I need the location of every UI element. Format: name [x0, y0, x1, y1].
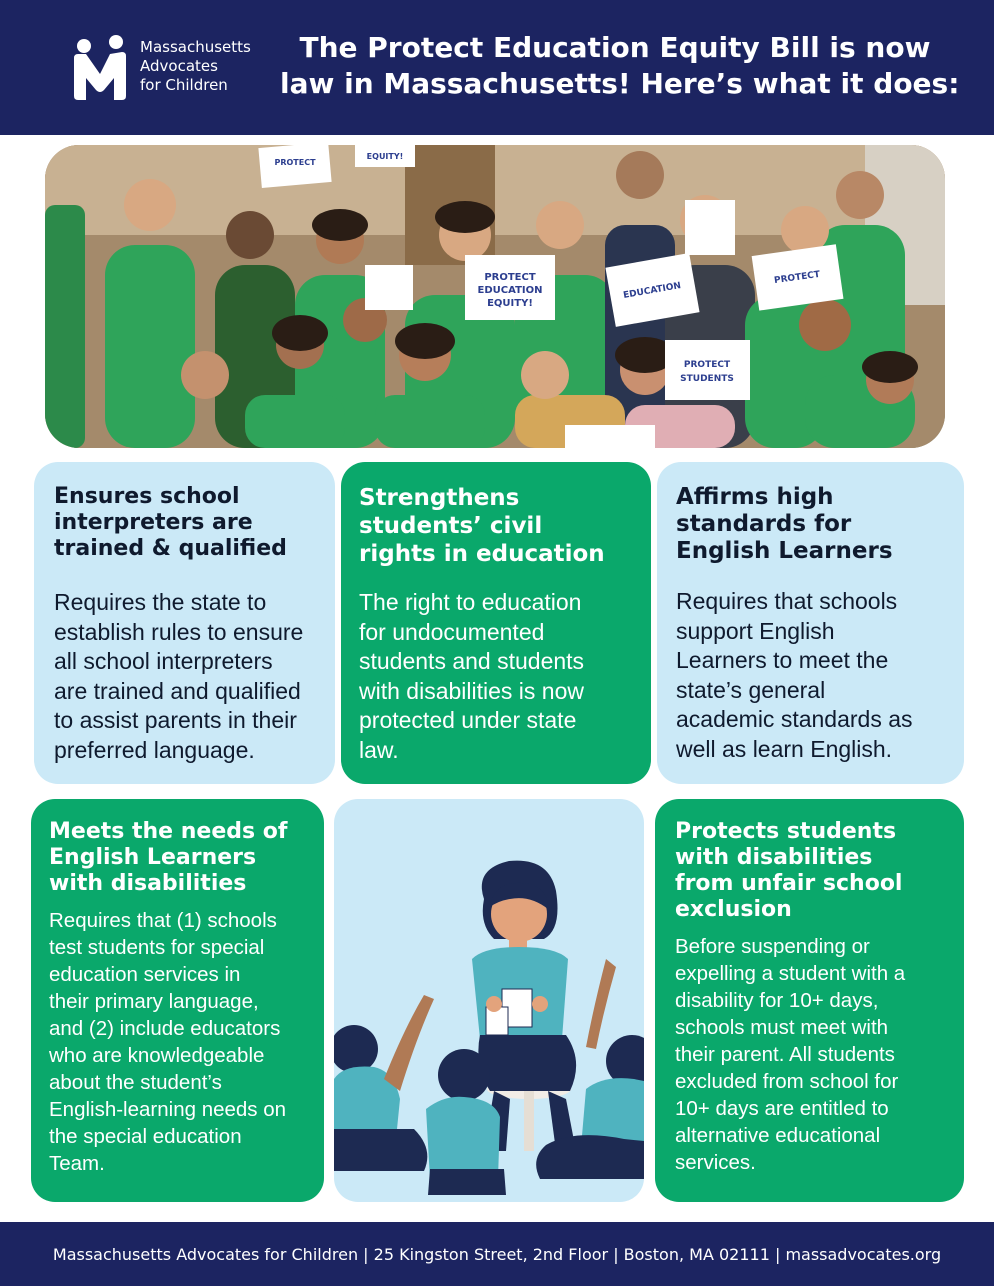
- card-body-line: support English: [676, 617, 835, 644]
- card-body-line: services.: [675, 1151, 756, 1174]
- card-body: [49, 907, 324, 1177]
- card-title-line: Protects students: [675, 819, 897, 844]
- card-title-line: Ensures school: [54, 484, 240, 509]
- card-body-line: excluded from school for: [675, 1070, 899, 1093]
- card-body-line: their primary language,: [49, 990, 259, 1013]
- classroom-illustration: [334, 799, 644, 1202]
- header-banner: [0, 0, 994, 135]
- card-el-disabilities: [31, 799, 324, 1202]
- card-title-line: rights in education: [359, 541, 605, 567]
- card-civil-rights: [341, 462, 651, 784]
- card-unfair-exclusion: [655, 799, 964, 1202]
- card-body-line: for undocumented: [359, 618, 545, 645]
- card-title-line: interpreters are: [54, 510, 253, 535]
- card-body-line: alternative educational: [675, 1124, 881, 1147]
- card-body-line: 10+ days are entitled to: [675, 1097, 889, 1120]
- advocates-group-image: [45, 145, 945, 448]
- sign-text: PROTECT: [773, 269, 821, 287]
- sign-text: STUDENTS: [680, 374, 734, 384]
- card-title: [54, 484, 335, 562]
- card-body-line: Requires that (1) schools: [49, 909, 277, 932]
- card-body-line: Learners to meet the: [676, 647, 889, 673]
- mac-logo-icon: [70, 34, 130, 102]
- sign-text: EQUITY!: [487, 298, 533, 309]
- card-body-line: state’s general: [676, 676, 826, 703]
- logo-line: Massachusetts: [140, 38, 251, 56]
- card-title-line: with disabilities: [675, 845, 873, 870]
- card-body-line: all school interpreters: [54, 648, 273, 674]
- card-body-line: Requires that schools: [676, 588, 898, 614]
- sign-text: PROTECT: [484, 272, 536, 283]
- card-body-line: are trained and qualified: [54, 677, 301, 704]
- card-body: [675, 933, 964, 1176]
- card-body-line: The right to education: [359, 589, 582, 615]
- card-interpreters: [34, 462, 335, 784]
- card-body-line: establish rules to ensure: [54, 618, 304, 645]
- card-body-line: education services in: [49, 963, 241, 986]
- card-english-learners-standards: [657, 462, 964, 784]
- card-body-line: well as learn English.: [676, 735, 893, 762]
- card-title: [676, 484, 964, 565]
- organization-logo: [70, 30, 270, 104]
- card-body-line: Before suspending or: [675, 935, 870, 958]
- logo-line: for Children: [140, 76, 228, 94]
- sign-text: PROTECT: [274, 158, 316, 167]
- card-title-line: standards for: [676, 511, 852, 537]
- logo-wordmark: [140, 38, 251, 95]
- card-title: [49, 819, 324, 897]
- footer-bar: [0, 1222, 994, 1286]
- card-body-line: with disabilities is now: [359, 677, 584, 704]
- card-body-line: preferred language.: [54, 736, 255, 763]
- card-title-line: trained & qualified: [54, 536, 287, 561]
- card-title-line: exclusion: [675, 897, 792, 922]
- sign-text: EDUCATION: [622, 280, 682, 301]
- card-body-line: protected under state: [359, 707, 577, 733]
- card-title-line: Affirms high: [676, 484, 834, 510]
- card-title-line: English Learners: [49, 845, 257, 870]
- card-body: [676, 587, 964, 764]
- card-body-line: academic standards as: [676, 706, 913, 732]
- card-body-line: disability for 10+ days,: [675, 989, 879, 1012]
- card-title-line: from unfair school: [675, 871, 903, 896]
- card-body-line: their parent. All students: [675, 1043, 895, 1066]
- teacher-students-illustration: [334, 799, 644, 1202]
- card-body-line: English-learning needs on: [49, 1098, 287, 1121]
- card-body-line: expelling a student with a: [675, 962, 906, 985]
- footer-contact-text: Massachusetts Advocates for Children | 25 Kingston Street, 2nd Floor | Boston, MA 02111 | massadvocates.org: [52, 1244, 942, 1264]
- headline-line: law in Massachusetts! Here’s what it does:: [280, 67, 960, 100]
- logo-line: Advocates: [140, 57, 218, 75]
- card-title-line: English Learners: [676, 538, 893, 564]
- headline-line: The Protect Education Equity Bill is now: [299, 31, 931, 64]
- card-title-line: with disabilities: [49, 871, 247, 896]
- card-body-line: Requires the state to: [54, 589, 267, 615]
- card-body-line: who are knowledgeable: [49, 1044, 265, 1067]
- card-body-line: the special education: [49, 1125, 242, 1148]
- card-body-line: law.: [359, 736, 399, 763]
- card-body: [54, 588, 335, 765]
- page-title: [280, 30, 960, 102]
- card-body-line: students and students: [359, 648, 585, 674]
- card-title: [675, 819, 964, 923]
- card-title-line: Meets the needs of: [49, 819, 288, 844]
- card-title-line: Strengthens: [359, 485, 520, 511]
- card-body-line: schools must meet with: [675, 1016, 889, 1039]
- card-title: [359, 484, 651, 568]
- sign-text: EQUITY!: [366, 152, 404, 161]
- group-photo: [45, 145, 945, 448]
- sign-text: PROTECT: [683, 360, 731, 370]
- card-body: [359, 588, 651, 765]
- card-body-line: and (2) include educators: [49, 1017, 281, 1040]
- sign-text: EDUCATION: [477, 285, 543, 296]
- card-body-line: test students for special: [49, 936, 265, 959]
- card-body-line: about the student’s: [49, 1071, 222, 1094]
- card-body-line: to assist parents in their: [54, 707, 297, 733]
- card-title-line: students’ civil: [359, 513, 543, 539]
- card-body-line: Team.: [49, 1152, 105, 1175]
